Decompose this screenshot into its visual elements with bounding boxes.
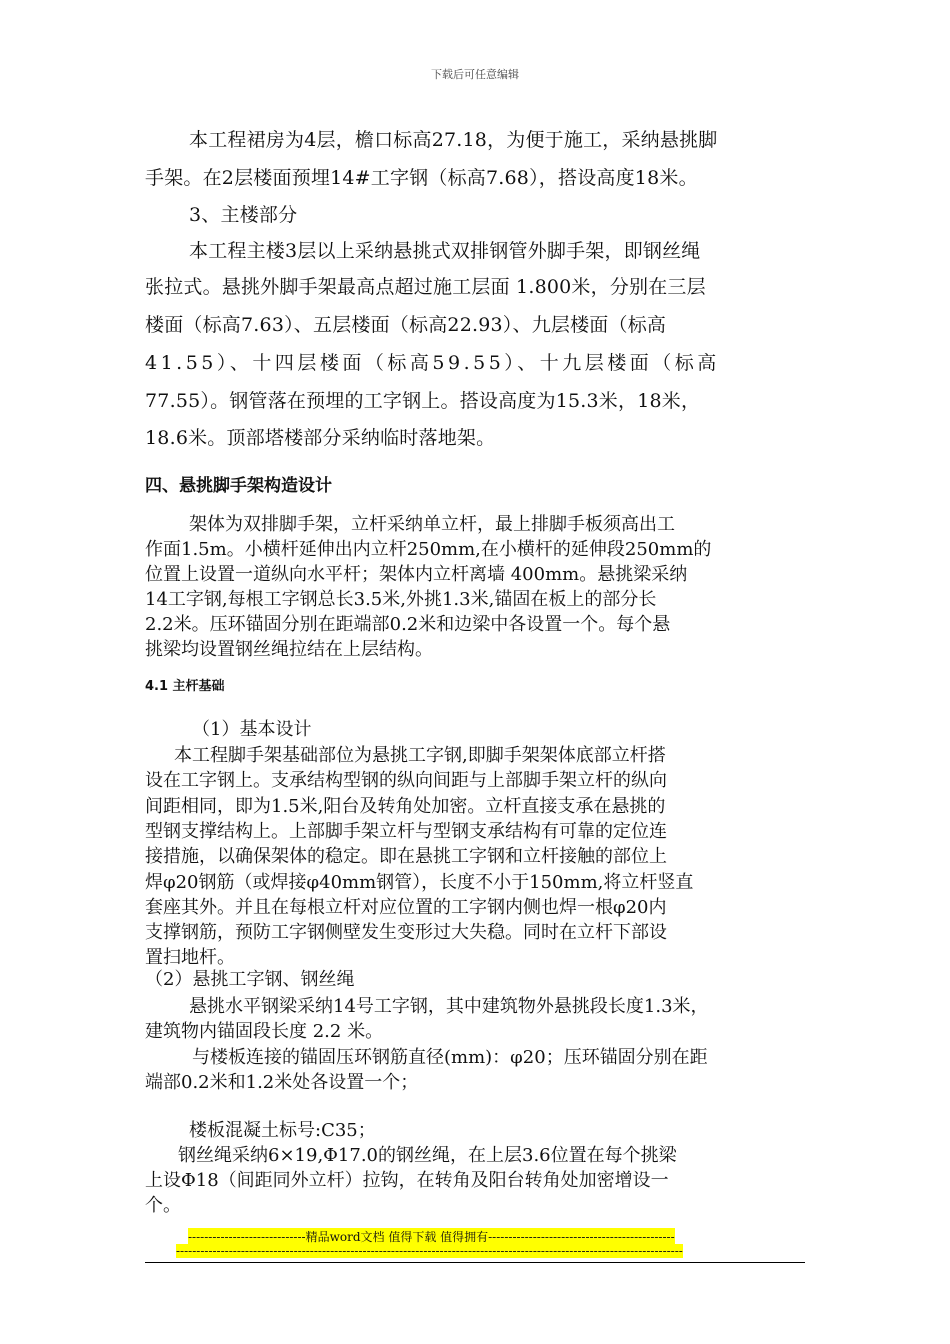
section-body-line: 2.2米。压环锚固分别在距端部0.2米和边梁中各设置一个。每个悬 xyxy=(145,614,671,635)
footer-rule xyxy=(145,1262,805,1263)
sub-body-line: 个。 xyxy=(145,1195,181,1216)
sub-body-line: 与楼板连接的锚固压环钢筋直径(mm)：φ20；压环锚固分别在距 xyxy=(192,1047,708,1068)
paragraph-line: 41.55）、十四层楼面（标高59.55）、十九层楼面（标高 xyxy=(145,352,720,374)
paragraph-line: 77.55）。钢管落在预埋的工字钢上。搭设高度为15.3米，18米， xyxy=(145,390,701,412)
subsection-heading: 4.1 主杆基础 xyxy=(145,679,225,694)
page-header-note: 下载后可任意编辑 xyxy=(431,68,519,81)
sub-body-line: 建筑物内锚固段长度 2.2 米。 xyxy=(145,1021,384,1042)
sub-body-line: 间距相同，即为1.5米,阳台及转角处加密。立杆直接支承在悬挑的 xyxy=(145,796,666,817)
sub-body-line: （1）基本设计 xyxy=(192,719,312,740)
paragraph-line: 张拉式。悬挑外脚手架最高点超过施工层面 1.800米，分别在三层 xyxy=(145,276,706,298)
section-body-line: 作面1.5m。小横杆延伸出内立杆250mm,在小横杆的延伸段250mm的 xyxy=(145,539,712,560)
sub-body-line: 型钢支撑结构上。上部脚手架立杆与型钢支承结构有可靠的定位连 xyxy=(145,821,667,842)
sub-body-line: 钢丝绳采纳6×19,Φ17.0的钢丝绳，在上层3.6位置在每个挑梁 xyxy=(178,1145,677,1166)
sub-body-line: 接措施，以确保架体的稳定。即在悬挑工字钢和立杆接触的部位上 xyxy=(145,846,667,867)
paragraph-line: 本工程主楼3层以上采纳悬挑式双排钢管外脚手架，即钢丝绳 xyxy=(189,240,701,262)
sub-body-line: 楼板混凝土标号:C35； xyxy=(189,1120,376,1141)
sub-body-line: 本工程脚手架基础部位为悬挑工字钢,即脚手架架体底部立杆搭 xyxy=(174,745,666,766)
sub-body-line: 端部0.2米和1.2米处各设置一个； xyxy=(145,1072,419,1093)
sub-body-line: （2）悬挑工字钢、钢丝绳 xyxy=(145,969,355,990)
section-body-line: 架体为双排脚手架，立杆采纳单立杆，最上排脚手板须高出工 xyxy=(189,514,675,535)
sub-body-line: 支撑钢筋，预防工字钢侧壁发生变形过大失稳。同时在立杆下部设 xyxy=(145,922,667,943)
sub-body-line: 置扫地杆。 xyxy=(145,947,235,968)
sub-body-line: 设在工字钢上。支承结构型钢的纵向间距与上部脚手架立杆的纵向 xyxy=(145,770,667,791)
section-heading: 四、悬挑脚手架构造设计 xyxy=(145,476,332,496)
subsection-title: 3、主楼部分 xyxy=(189,204,298,226)
section-body-line: 挑梁均设置钢丝绳拉结在上层结构。 xyxy=(145,639,433,660)
sub-body-line: 焊φ20钢筋（或焊接φ40mm钢管），长度不小于150mm,将立杆竖直 xyxy=(145,872,694,893)
sub-body-line: 悬挑水平钢梁采纳14号工字钢，其中建筑物外悬挑段长度1.3米， xyxy=(189,996,709,1017)
sub-body-line: 上设Φ18（间距同外立杆）拉钩，在转角及阳台转角处加密增设一 xyxy=(145,1170,669,1191)
paragraph-line: 本工程裙房为4层，檐口标高27.18，为便于施工，采纳悬挑脚 xyxy=(189,129,718,151)
sub-body-line: 套座其外。并且在每根立杆对应位置的工字钢内侧也焊一根φ20内 xyxy=(145,897,667,918)
footer-banner: -----------------------------精品word文档 值得下载 值得拥有---------------------------------------------- xyxy=(188,1230,675,1244)
section-body-line: 14工字钢,每根工字钢总长3.5米,外挑1.3米,锚固在板上的部分长 xyxy=(145,589,657,610)
section-body-line: 位置上设置一道纵向水平杆；架体内立杆离墙 400mm。悬挑梁采纳 xyxy=(145,564,688,585)
paragraph-line: 楼面（标高7.63）、五层楼面（标高22.93）、九层楼面（标高 xyxy=(145,314,667,336)
footer-dashes: ----------------------------------------------------------------------------------------------------------------------------- xyxy=(176,1244,683,1258)
paragraph-line: 手架。在2层楼面预埋14#工字钢（标高7.68），搭设高度18米。 xyxy=(145,167,698,189)
paragraph-line: 18.6米。顶部塔楼部分采纳临时落地架。 xyxy=(145,427,496,449)
